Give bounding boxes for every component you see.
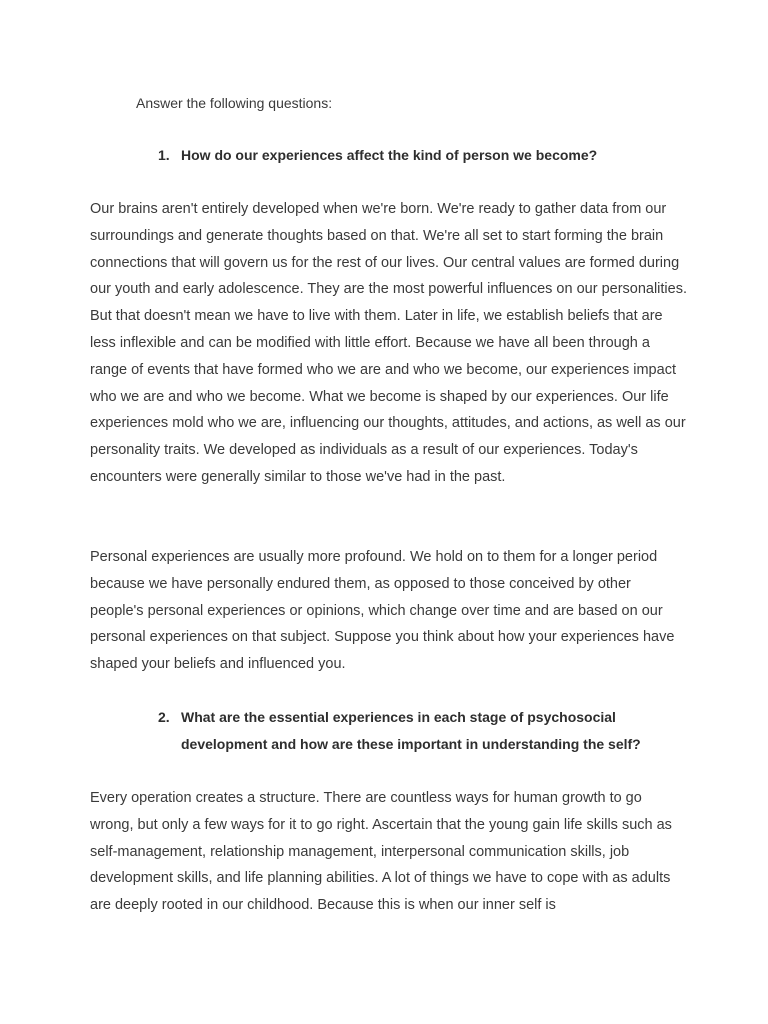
question-2-number: 2. bbox=[158, 709, 170, 725]
intro-text: Answer the following questions: bbox=[136, 95, 333, 111]
question-2 bbox=[158, 704, 698, 758]
answer-1-paragraph-2: Personal experiences are usually more profound. We hold on to them for a longer period because we have personally endured them, as opposed to those conceived by other people's personal experiences or opinions, which change over time and are based on our personal experiences on that subject. Suppose you think about how your experiences have shaped your beliefs and influenced you. bbox=[90, 549, 675, 673]
question-1-text: How do our experiences affect the kind of person we become? bbox=[181, 147, 598, 163]
question-2-text: What are the essential experiences in each stage of psychosocial development and how are these important in understanding the self? bbox=[181, 709, 641, 752]
answer-2-paragraph-1: Every operation creates a structure. There are countless ways for human growth to go wrong, but only a few ways for it to go right. Ascertain that the young gain life skills such as self-management, relationship management, interpersonal communication skills, job development skills, and life planning abilities. A lot of things we have to cope with as adults are deeply rooted in our childhood. Because this is when our inner self is bbox=[90, 790, 672, 914]
answer-1-paragraph-1: Our brains aren't entirely developed when we're born. We're ready to gather data from our surroundings and generate thoughts based on that. We're all set to start forming the brain connections that will govern us for the rest of our lives. Our central values are formed during our youth and early adolescence. They are the most powerful influences on our personalities. But that doesn't mean we have to live with them. Later in life, we establish beliefs that are less inflexible and can be modified with little effort. Because we have all been through a range of events that have formed who we are and who we become, our experiences impact who we are and who we become. What we become is shaped by our experiences. Our life experiences mold who we are, influencing our thoughts, attitudes, and actions, as well as our personality traits. We developed as individuals as a result of our experiences. Today's encounters were generally similar to those we've had in the past. bbox=[90, 201, 687, 485]
question-1-number: 1. bbox=[158, 147, 170, 163]
question-1 bbox=[158, 142, 698, 169]
